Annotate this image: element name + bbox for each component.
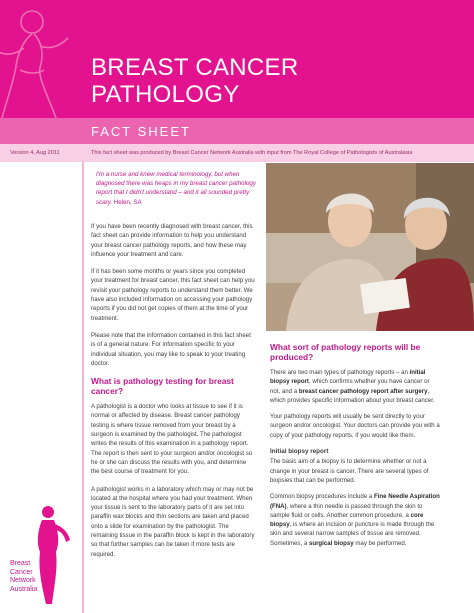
subheading-initial-biopsy: Initial biopsy report [270,448,329,456]
bold-surgical-biopsy: surgical biopsy [308,539,354,547]
logo-text-line: Australia [10,585,38,593]
pull-quote [96,170,266,207]
logo-text-line: Network [10,577,36,584]
quote-author: Helen, SA [113,198,142,206]
revisit-paragraph: If it has been some months or years since you completed your treatment for breast cancer, this fact sheet can help you revisit your pathology reports to understand them better. We have also included information on accessing your pathology reports if you did not get copies of them at the time of your treatment. [91,268,255,322]
bold-initial-biopsy-report: initial biopsy report [270,369,426,386]
laboratory-paragraph: A pathologist works in a laboratory which may or may not be located at the hospital where you had your treatment. When your tissue is sent to the laboratory parts of it are set into paraffin wax blocks and thin sections are taken and placed onto a slide for examination by the pathologist. The remaining tissue in the paraffin block is kept in the laboratory so that further samples can be taken if more tests are required. [91,485,255,558]
logo-text-line: Cancer [10,568,33,576]
pink-lady-silhouette-icon [0,0,84,118]
produced-by-label: This fact sheet was produced by Breast Cancer Network Australia with input from The Royal College of Pathologists of Australasia [91,150,413,156]
text-run: , where a thin needle is passed through the skin to sample fluid or cells. Another common procedure, a [270,502,423,519]
page-title [91,54,299,108]
subtitle-band [0,118,474,144]
text-run: , which provides specific information about your breast cancer. [270,387,435,404]
text-run: Common biopsy procedures include a [270,493,374,501]
section-heading-testing: What is pathology testing for breast cancer? [91,376,234,397]
text-run: There are two main types of pathology reports – an [270,369,410,376]
title-line-1: BREAST CANCER [91,54,299,81]
reports-sent-paragraph: Your pathology reports will usually be sent directly to your surgeon and/or oncologist. Your doctors can provide you with a copy of your pathology reports, if you would like them. [270,413,440,439]
couple-photo [266,163,474,331]
version-label: Version 4, Aug 2011 [10,150,60,156]
text-run: may be performed. [353,539,407,547]
intro-paragraph: If you have been recently diagnosed with breast cancer, this fact sheet can provide information to help you understand your breast cancer pathology reports, and how these may influence your treatment and care. [91,223,253,258]
bold-fna: Fine Needle Aspiration (FNA) [270,493,440,510]
header-banner [0,0,474,118]
biopsy-aim-paragraph: The basic aim of a biopsy is to determine whether or not a change in your breast is cancer. There are several types of biopsies that can be performed. [270,458,429,484]
title-line-2: PATHOLOGY [91,81,240,108]
fact-sheet-label: FACT SHEET [91,124,191,139]
report-types-paragraph [270,368,440,405]
biopsy-procedures-paragraph [270,492,440,548]
pathologist-paragraph: A pathologist is a doctor who looks at tissue to see if it is normal or affected by disease. Breast cancer pathology testing is where tissue removed from your breast by a surgeon is examined by the pathologist. The pathologist writes the results of this examination in a pathology report. The report is then sent to your surgeon and/or oncologist so he or she can discuss the results with you, and determine the best course of treatment for you. [91,403,253,476]
right-column [270,340,440,555]
quote-text: I'm a nurse and knew medical terminology, but when diagnosed there was heaps in my breast cancer pathology report that I didn't understand – and it all sounded pretty scary. [96,171,256,206]
text-run: , is where an incision or puncture is made through the skin and several narrow samples of tissue are removed. Sometimes, a [270,521,435,547]
note-paragraph: Please note that the information contained in this fact sheet is of a general nature. For information specific to your individual situation, you may like to speak to your treating doctor. [91,331,251,367]
section-heading-reports: What sort of pathology reports will be produced? [270,342,421,362]
left-column [91,222,256,567]
organisation-logo-text [10,560,70,594]
bold-pathology-report-after-surgery: breast cancer pathology report after surgery [298,387,428,395]
bold-core-biopsy: core biopsy [270,511,424,529]
logo-text-line: Breast [10,560,31,567]
text-run: , which confirms whether you have cancer or not, and a [270,378,430,395]
